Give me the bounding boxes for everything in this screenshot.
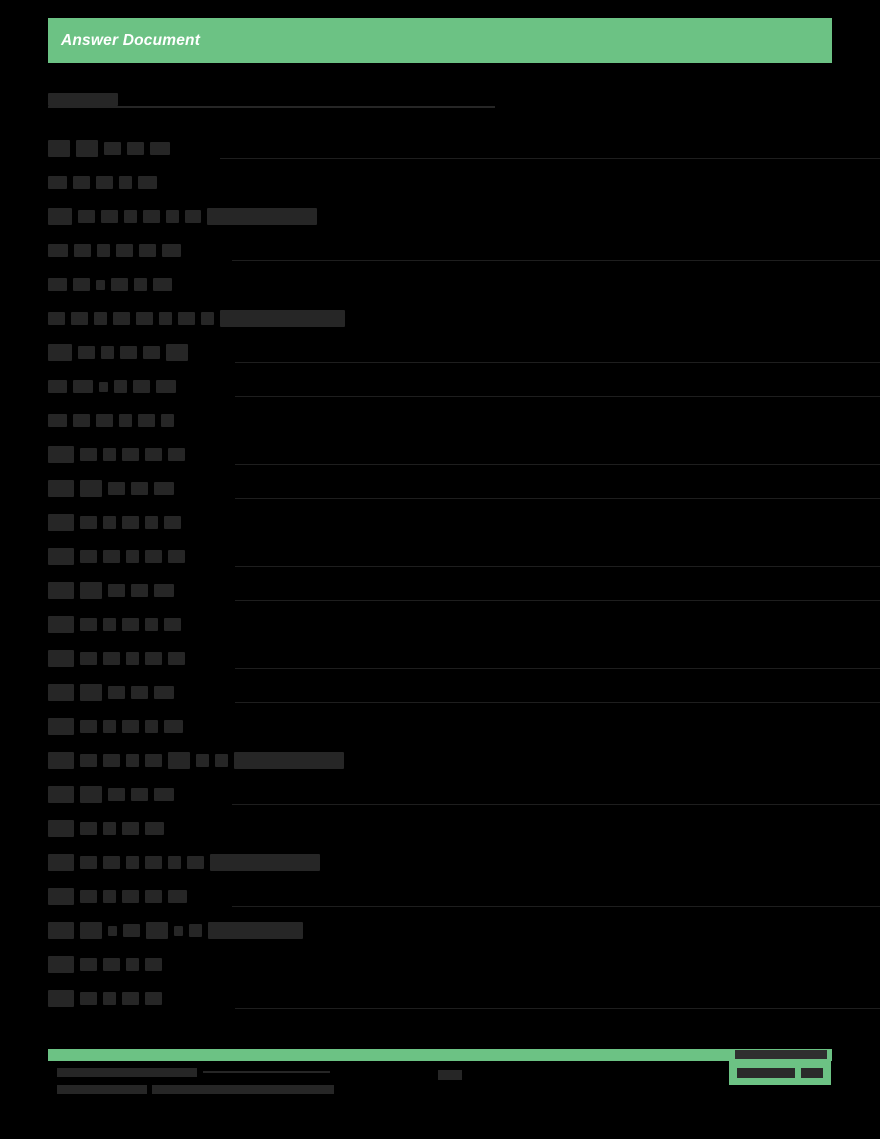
redacted-word bbox=[156, 380, 176, 393]
answer-rule-line bbox=[232, 906, 880, 907]
redacted-word bbox=[154, 788, 174, 801]
redacted-word bbox=[145, 720, 158, 733]
redacted-word bbox=[108, 926, 117, 936]
answer-rule-line bbox=[235, 464, 880, 465]
question-text-redacted bbox=[48, 616, 187, 638]
question-text-redacted bbox=[48, 446, 191, 468]
redacted-word bbox=[120, 346, 137, 359]
section-heading bbox=[48, 90, 832, 110]
redacted-word bbox=[80, 958, 97, 971]
redacted-word bbox=[150, 142, 170, 155]
question-row bbox=[48, 888, 880, 922]
redacted-word bbox=[126, 550, 139, 563]
redacted-word bbox=[103, 652, 120, 665]
redacted-word bbox=[48, 684, 74, 701]
question-text-redacted bbox=[48, 820, 170, 842]
redacted-word bbox=[80, 822, 97, 835]
redacted-word bbox=[174, 926, 183, 936]
redacted-word bbox=[126, 652, 139, 665]
redacted-word bbox=[48, 140, 70, 157]
answer-rule-line bbox=[232, 804, 880, 805]
question-row bbox=[48, 718, 880, 752]
question-row bbox=[48, 820, 880, 854]
question-row bbox=[48, 446, 880, 480]
redacted-word bbox=[145, 516, 158, 529]
question-list bbox=[48, 140, 880, 1024]
answer-rule-line bbox=[235, 668, 880, 669]
question-text-redacted bbox=[48, 548, 191, 570]
footer-button-label-redacted bbox=[737, 1068, 795, 1078]
redacted-word bbox=[122, 516, 139, 529]
question-row bbox=[48, 174, 880, 208]
redacted-word bbox=[122, 448, 139, 461]
question-row bbox=[48, 582, 880, 616]
redacted-word bbox=[71, 312, 88, 325]
redacted-word bbox=[145, 856, 162, 869]
redacted-word bbox=[145, 958, 162, 971]
redacted-word bbox=[80, 992, 97, 1005]
redacted-word bbox=[131, 584, 148, 597]
redacted-word bbox=[122, 720, 139, 733]
redacted-word bbox=[48, 414, 67, 427]
redacted-word bbox=[76, 140, 98, 157]
question-row bbox=[48, 310, 880, 344]
redacted-word bbox=[101, 346, 114, 359]
redacted-word bbox=[103, 890, 116, 903]
redacted-word bbox=[111, 278, 128, 291]
redacted-word bbox=[208, 922, 303, 939]
footer-bar bbox=[48, 1049, 832, 1061]
question-row bbox=[48, 208, 880, 242]
redacted-word bbox=[127, 142, 144, 155]
answer-rule-line bbox=[235, 1008, 880, 1009]
redacted-word bbox=[108, 584, 125, 597]
redacted-word bbox=[80, 922, 102, 939]
redacted-word bbox=[207, 208, 317, 225]
footer-button-icon-redacted bbox=[801, 1068, 823, 1078]
redacted-word bbox=[126, 856, 139, 869]
redacted-word bbox=[74, 244, 91, 257]
redacted-word bbox=[103, 856, 120, 869]
redacted-word bbox=[94, 312, 107, 325]
redacted-word bbox=[48, 854, 74, 871]
redacted-word bbox=[154, 686, 174, 699]
redacted-word bbox=[119, 176, 132, 189]
question-text-redacted bbox=[48, 276, 178, 298]
redacted-word bbox=[164, 516, 181, 529]
redacted-word bbox=[187, 856, 204, 869]
redacted-word bbox=[108, 686, 125, 699]
redacted-word bbox=[168, 752, 190, 769]
question-row bbox=[48, 276, 880, 310]
redacted-word bbox=[103, 550, 120, 563]
question-row bbox=[48, 752, 880, 786]
redacted-word bbox=[122, 822, 139, 835]
question-text-redacted bbox=[48, 514, 187, 536]
redacted-word bbox=[73, 380, 93, 393]
redacted-word bbox=[108, 482, 125, 495]
redacted-word bbox=[103, 720, 116, 733]
redacted-word bbox=[119, 414, 132, 427]
redacted-word bbox=[164, 720, 183, 733]
redacted-word bbox=[145, 550, 162, 563]
redacted-word bbox=[48, 718, 74, 735]
redacted-word bbox=[168, 890, 187, 903]
question-text-redacted bbox=[48, 888, 193, 910]
redacted-word bbox=[80, 516, 97, 529]
redacted-word bbox=[168, 652, 185, 665]
footer-copyright-detail-redacted bbox=[152, 1085, 334, 1094]
redacted-word bbox=[145, 652, 162, 665]
redacted-word bbox=[48, 820, 74, 837]
redacted-word bbox=[131, 686, 148, 699]
section-divider bbox=[48, 106, 495, 108]
redacted-word bbox=[154, 482, 174, 495]
redacted-word bbox=[134, 278, 147, 291]
question-text-redacted bbox=[48, 718, 189, 740]
question-row bbox=[48, 344, 880, 378]
answer-rule-line bbox=[235, 702, 880, 703]
question-row bbox=[48, 956, 880, 990]
redacted-word bbox=[126, 754, 139, 767]
redacted-word bbox=[48, 786, 74, 803]
redacted-word bbox=[168, 550, 185, 563]
redacted-word bbox=[143, 346, 160, 359]
redacted-word bbox=[168, 856, 181, 869]
redacted-word bbox=[48, 582, 74, 599]
redacted-word bbox=[159, 312, 172, 325]
question-row bbox=[48, 378, 880, 412]
redacted-word bbox=[168, 448, 185, 461]
redacted-word bbox=[103, 754, 120, 767]
redacted-word bbox=[189, 924, 202, 937]
answer-rule-line bbox=[235, 396, 880, 397]
redacted-word bbox=[78, 346, 95, 359]
redacted-word bbox=[103, 958, 120, 971]
question-text-redacted bbox=[48, 922, 309, 944]
redacted-word bbox=[80, 582, 102, 599]
redacted-word bbox=[215, 754, 228, 767]
redacted-word bbox=[80, 754, 97, 767]
answer-rule-line bbox=[220, 158, 880, 159]
redacted-word bbox=[96, 176, 113, 189]
question-row bbox=[48, 242, 880, 276]
redacted-word bbox=[201, 312, 214, 325]
question-row bbox=[48, 412, 880, 446]
redacted-word bbox=[78, 210, 95, 223]
redacted-word bbox=[48, 480, 74, 497]
redacted-word bbox=[143, 210, 160, 223]
redacted-word bbox=[108, 788, 125, 801]
redacted-word bbox=[48, 446, 74, 463]
redacted-word bbox=[48, 176, 67, 189]
question-text-redacted bbox=[48, 752, 350, 774]
redacted-word bbox=[73, 278, 90, 291]
question-row bbox=[48, 140, 880, 174]
question-row bbox=[48, 922, 880, 956]
question-text-redacted bbox=[48, 378, 182, 400]
redacted-word bbox=[48, 922, 74, 939]
redacted-word bbox=[80, 856, 97, 869]
redacted-word bbox=[145, 890, 162, 903]
question-text-redacted bbox=[48, 174, 163, 196]
redacted-word bbox=[103, 448, 116, 461]
redacted-word bbox=[133, 380, 150, 393]
redacted-word bbox=[116, 244, 133, 257]
footer-action-button[interactable] bbox=[729, 1061, 831, 1085]
question-text-redacted bbox=[48, 786, 180, 808]
question-text-redacted bbox=[48, 684, 180, 706]
redacted-word bbox=[73, 414, 90, 427]
redacted-word bbox=[210, 854, 320, 871]
redacted-word bbox=[145, 822, 164, 835]
page-number-redacted bbox=[438, 1070, 462, 1080]
page-title: Answer Document bbox=[61, 31, 201, 49]
redacted-word bbox=[103, 992, 116, 1005]
question-row bbox=[48, 650, 880, 684]
question-text-redacted bbox=[48, 208, 323, 230]
answer-rule-line bbox=[232, 260, 880, 261]
redacted-word bbox=[136, 312, 153, 325]
redacted-word bbox=[113, 312, 130, 325]
redacted-word bbox=[80, 720, 97, 733]
redacted-word bbox=[162, 244, 181, 257]
answer-rule-line bbox=[235, 600, 880, 601]
section-title-redacted bbox=[48, 93, 118, 106]
question-text-redacted bbox=[48, 140, 176, 162]
redacted-word bbox=[103, 822, 116, 835]
redacted-word bbox=[124, 210, 137, 223]
question-row bbox=[48, 684, 880, 718]
redacted-word bbox=[104, 142, 121, 155]
footer-copyright-redacted bbox=[57, 1085, 147, 1094]
question-row bbox=[48, 786, 880, 820]
redacted-word bbox=[80, 890, 97, 903]
redacted-word bbox=[145, 754, 162, 767]
redacted-word bbox=[101, 210, 118, 223]
redacted-word bbox=[80, 652, 97, 665]
question-text-redacted bbox=[48, 956, 168, 978]
answer-rule-line bbox=[235, 362, 880, 363]
redacted-word bbox=[48, 380, 67, 393]
redacted-word bbox=[80, 786, 102, 803]
question-row bbox=[48, 548, 880, 582]
redacted-word bbox=[145, 618, 158, 631]
redacted-word bbox=[122, 890, 139, 903]
redacted-word bbox=[178, 312, 195, 325]
redacted-word bbox=[185, 210, 201, 223]
redacted-word bbox=[122, 618, 139, 631]
redacted-word bbox=[80, 550, 97, 563]
question-text-redacted bbox=[48, 582, 180, 604]
redacted-word bbox=[138, 414, 155, 427]
question-text-redacted bbox=[48, 990, 168, 1012]
redacted-word bbox=[131, 482, 148, 495]
redacted-word bbox=[145, 448, 162, 461]
redacted-word bbox=[196, 754, 209, 767]
redacted-word bbox=[80, 480, 102, 497]
redacted-word bbox=[80, 618, 97, 631]
redacted-word bbox=[48, 548, 74, 565]
question-text-redacted bbox=[48, 412, 180, 434]
question-row bbox=[48, 990, 880, 1024]
redacted-word bbox=[122, 992, 139, 1005]
redacted-word bbox=[220, 310, 345, 327]
redacted-word bbox=[138, 176, 157, 189]
redacted-word bbox=[139, 244, 156, 257]
document-header-banner bbox=[48, 18, 832, 63]
answer-rule-line bbox=[235, 566, 880, 567]
footer-org-rule bbox=[203, 1071, 330, 1073]
redacted-word bbox=[96, 280, 105, 290]
redacted-word bbox=[48, 278, 67, 291]
redacted-word bbox=[48, 208, 72, 225]
redacted-word bbox=[126, 958, 139, 971]
redacted-word bbox=[103, 618, 116, 631]
redacted-word bbox=[146, 922, 168, 939]
question-text-redacted bbox=[48, 242, 187, 264]
redacted-word bbox=[48, 956, 74, 973]
redacted-word bbox=[48, 616, 74, 633]
question-text-redacted bbox=[48, 480, 180, 502]
redacted-word bbox=[80, 448, 97, 461]
redacted-word bbox=[73, 176, 90, 189]
question-row bbox=[48, 480, 880, 514]
question-row bbox=[48, 616, 880, 650]
redacted-word bbox=[131, 788, 148, 801]
redacted-word bbox=[48, 344, 72, 361]
question-text-redacted bbox=[48, 310, 351, 332]
redacted-word bbox=[234, 752, 344, 769]
redacted-word bbox=[48, 514, 74, 531]
redacted-word bbox=[97, 244, 110, 257]
redacted-word bbox=[114, 380, 127, 393]
redacted-word bbox=[99, 382, 108, 392]
redacted-word bbox=[161, 414, 174, 427]
redacted-word bbox=[48, 888, 74, 905]
redacted-word bbox=[103, 516, 116, 529]
redacted-word bbox=[48, 312, 65, 325]
redacted-word bbox=[80, 684, 102, 701]
question-row bbox=[48, 854, 880, 888]
question-text-redacted bbox=[48, 344, 194, 366]
footer-label-redacted bbox=[735, 1050, 827, 1059]
redacted-word bbox=[166, 344, 188, 361]
redacted-word bbox=[154, 584, 174, 597]
question-row bbox=[48, 514, 880, 548]
redacted-word bbox=[164, 618, 181, 631]
redacted-word bbox=[48, 244, 68, 257]
redacted-word bbox=[153, 278, 172, 291]
redacted-word bbox=[48, 990, 74, 1007]
footer-org-line-redacted bbox=[57, 1068, 197, 1077]
answer-rule-line bbox=[235, 498, 880, 499]
question-text-redacted bbox=[48, 650, 191, 672]
redacted-word bbox=[123, 924, 140, 937]
redacted-word bbox=[145, 992, 162, 1005]
question-text-redacted bbox=[48, 854, 326, 876]
redacted-word bbox=[48, 752, 74, 769]
redacted-word bbox=[166, 210, 179, 223]
redacted-word bbox=[48, 650, 74, 667]
redacted-word bbox=[96, 414, 113, 427]
